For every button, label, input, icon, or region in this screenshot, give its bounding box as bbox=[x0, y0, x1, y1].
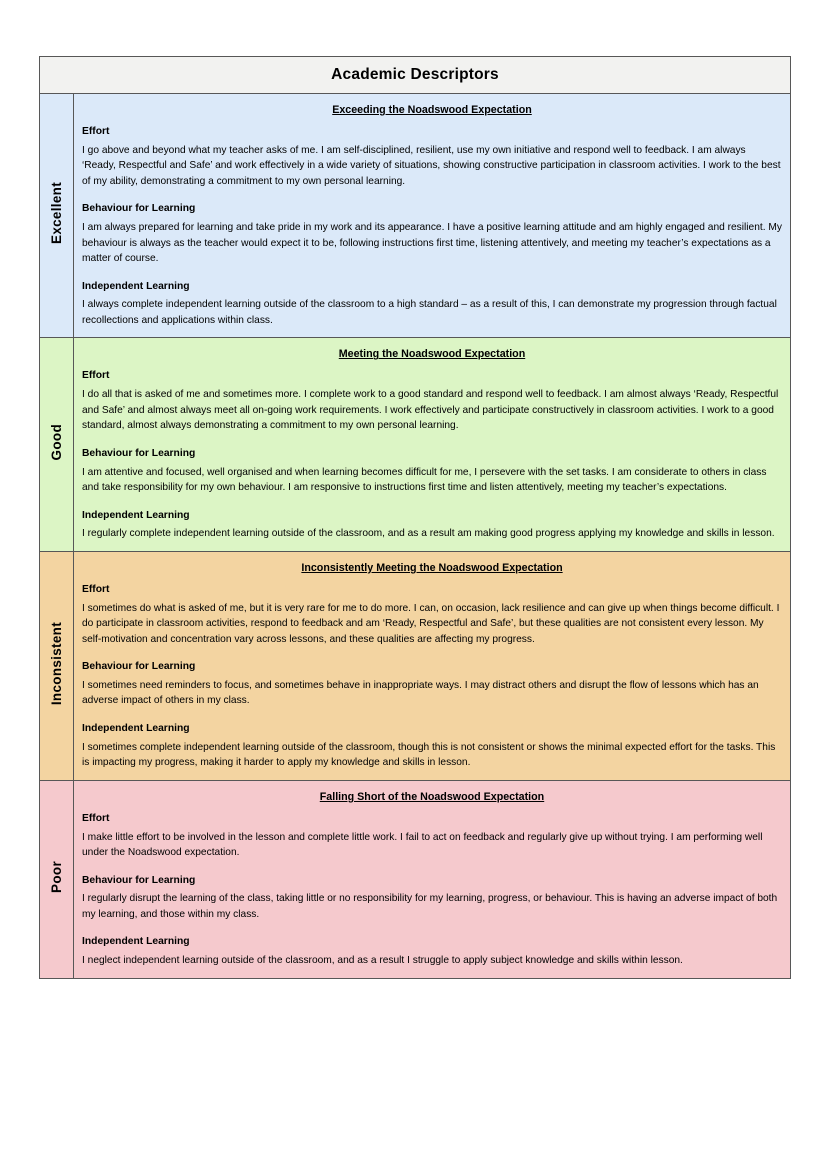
band-heading-excellent: Exceeding the Noadswood Expectation bbox=[332, 104, 532, 117]
rating-cell-excellent bbox=[40, 94, 74, 338]
rating-cell-poor bbox=[40, 780, 74, 978]
subheading-behaviour-excellent: Behaviour for Learning bbox=[82, 203, 196, 215]
subheading-behaviour-inconsistent: Behaviour for Learning bbox=[82, 661, 196, 673]
table-row-excellent bbox=[40, 94, 791, 338]
paragraph-behaviour-inconsistent: I sometimes need reminders to focus, and sometimes behave in inappropriate ways. I may distract others and disrupt the flow of lessons which has an adverse impact of others in my class. bbox=[82, 679, 759, 707]
paragraph-effort-excellent: I go above and beyond what my teacher asks of me. I am self-disciplined, resilient, use my own initiative and respond well to feedback. I am always ‘Ready, Respectful and Safe’ and work effectively in a wide variety of situations, showing constructive participation in classroom activities. I work to the best of my ability, demonstrating a commitment to my own personal learning. bbox=[82, 144, 781, 187]
subheading-independent-inconsistent: Independent Learning bbox=[82, 722, 190, 734]
subheading-effort-excellent: Effort bbox=[82, 125, 110, 137]
paragraph-behaviour-excellent: I am always prepared for learning and take pride in my work and its appearance. I have a positive learning attitude and am highly engaged and resilient. My behaviour is always as the teacher would expect it to be, following instructions first time, listening attentively, and meeting my teacher’s expectations as a matter of course. bbox=[82, 222, 782, 265]
subheading-effort-poor: Effort bbox=[82, 812, 110, 824]
subheading-behaviour-poor: Behaviour for Learning bbox=[82, 874, 196, 886]
paragraph-effort-good: I do all that is asked of me and sometimes more. I complete work to a good standard and respond well to feedback. I am almost always ‘Ready, Respectful and Safe’ and almost always meet all on-going work requirements. I work effectively and participate constructively in classroom activities. I work to a good standard, almost always demonstrating a commitment to my own personal learning. bbox=[82, 389, 779, 432]
rating-label-good: Good bbox=[48, 423, 64, 461]
subheading-independent-poor: Independent Learning bbox=[82, 936, 190, 948]
subheading-behaviour-good: Behaviour for Learning bbox=[82, 447, 196, 459]
rating-label-excellent: Excellent bbox=[48, 182, 64, 245]
rating-label-poor: Poor bbox=[48, 860, 64, 893]
descriptor-cell-good bbox=[74, 338, 791, 551]
band-heading-poor: Falling Short of the Noadswood Expectation bbox=[319, 790, 545, 803]
table-row-poor bbox=[40, 780, 791, 978]
table-row-good bbox=[40, 338, 791, 551]
paragraph-behaviour-poor: I regularly disrupt the learning of the class, taking little or no responsibility for my learning, progress, or behaviour. This is having an adverse impact of both my learning, and those within my class. bbox=[82, 893, 778, 920]
subheading-effort-inconsistent: Effort bbox=[82, 583, 110, 595]
paragraph-behaviour-good: I am attentive and focused, well organised and when learning becomes difficult for me, I persevere with the set tasks. I am considerate to others in class and take responsibility for my own behaviour. I am responsive to instructions first time and listen attentively, meeting my teacher’s expectations. bbox=[82, 466, 767, 494]
paragraph-effort-inconsistent: I sometimes do what is asked of me, but it is very rare for me to do more. I can, on occasion, lack resilience and can give up when things become difficult. I do participate in classroom activities, respond to feedback and am ‘Ready, Respectful and Safe’, but these qualities are not consistent every lesson. My self-motivation and concentration vary across lessons, and these qualities are affecting my progress. bbox=[82, 602, 780, 645]
descriptor-cell-inconsistent bbox=[74, 551, 791, 780]
subheading-independent-excellent: Independent Learning bbox=[82, 280, 190, 292]
subheading-effort-good: Effort bbox=[82, 370, 110, 382]
subheading-independent-good: Independent Learning bbox=[82, 509, 190, 521]
rating-cell-inconsistent bbox=[40, 551, 74, 780]
band-heading-inconsistent: Inconsistently Meeting the Noadswood Expectation bbox=[301, 561, 563, 574]
paragraph-independent-excellent: I always complete independent learning outside of the classroom to a high standard – as a result of this, I can demonstrate my progression through factual recollections and applications within class. bbox=[82, 299, 777, 326]
descriptor-cell-excellent bbox=[74, 94, 791, 338]
table-header-row bbox=[40, 57, 791, 94]
paragraph-independent-inconsistent: I sometimes complete independent learning outside of the classroom, though this is not consistent or shows the minimal expected effort for the tasks. This is impacting my progress, making it harder to apply my knowledge and skills in lesson. bbox=[82, 741, 776, 769]
descriptor-cell-poor bbox=[74, 780, 791, 978]
band-heading-good: Meeting the Noadswood Expectation bbox=[338, 348, 526, 361]
paragraph-independent-poor: I neglect independent learning outside of the classroom, and as a result I struggle to apply subject knowledge and skills within lesson. bbox=[82, 955, 683, 967]
table-row-inconsistent bbox=[40, 551, 791, 780]
paragraph-independent-good: I regularly complete independent learning outside of the classroom, and as a result am making good progress applying my knowledge and skills in lesson. bbox=[82, 528, 775, 540]
paragraph-effort-poor: I make little effort to be involved in the lesson and complete little work. I fail to act on feedback and regularly give up without trying. I am performing well under the Noadswood expectation. bbox=[82, 831, 763, 859]
page-title: Academic Descriptors bbox=[40, 57, 791, 94]
rating-cell-good bbox=[40, 338, 74, 551]
rating-label-inconsistent: Inconsistent bbox=[48, 621, 64, 705]
academic-descriptors-table bbox=[39, 56, 791, 979]
